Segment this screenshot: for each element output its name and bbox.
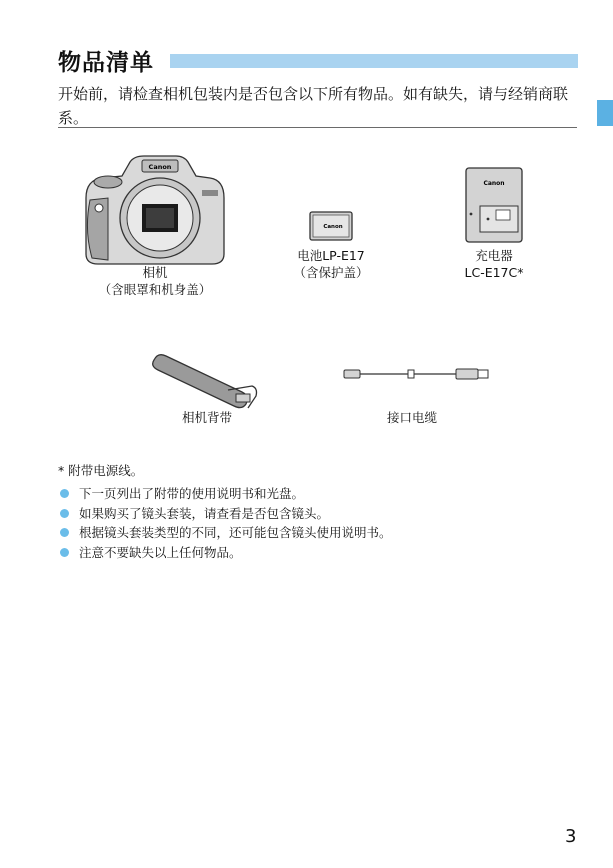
battery-caption — [272, 247, 390, 281]
battery-illustration — [308, 210, 354, 242]
battery-note: （含保护盖） — [293, 265, 369, 280]
battery-brand-label: Canon — [323, 224, 343, 230]
list-item — [58, 484, 392, 504]
list-item-text: 下一页列出了附带的使用说明书和光盘。 — [79, 486, 305, 501]
list-item-text: 如果购买了镜头套装，请查看是否包含镜头。 — [79, 505, 330, 521]
charger-model: LC-E17C* — [464, 265, 524, 280]
charger-name: 充电器 — [475, 248, 513, 263]
list-item — [58, 504, 392, 524]
camera-name: 相机 — [142, 265, 168, 280]
cable-illustration — [342, 364, 490, 384]
camera-note: （含眼罩和机身盖） — [98, 282, 212, 297]
charger-brand-label: Canon — [483, 180, 505, 187]
list-item-text: 注意不要缺失以上任何物品。 — [79, 544, 242, 560]
cable-caption: 接口电缆 — [386, 410, 437, 425]
list-item — [58, 523, 392, 543]
strap-caption: 相机背带 — [181, 410, 232, 425]
title-decoration-bar — [170, 54, 578, 68]
camera-caption — [82, 264, 228, 298]
battery-name: 电池LP-E17 — [297, 248, 365, 263]
notes-list — [58, 484, 392, 562]
bullet-icon — [60, 509, 69, 518]
chapter-tab-marker — [597, 100, 613, 126]
list-item — [58, 543, 392, 563]
header-divider — [58, 127, 577, 128]
page-title: 物品清单 — [58, 50, 154, 76]
camera-brand-label: Canon — [148, 163, 172, 171]
page-number: 3 — [565, 826, 577, 847]
strap-illustration — [150, 350, 262, 412]
charger-illustration — [464, 166, 524, 244]
camera-illustration — [82, 150, 228, 268]
bullet-icon — [60, 528, 69, 537]
section-header — [58, 44, 578, 76]
intro-text: 开始前，请检查相机包装内是否包含以下所有物品。如有缺失，请与经销商联系。 — [58, 85, 569, 127]
charger-caption — [450, 247, 538, 281]
list-item-text: 根据镜头套装类型的不同，还可能包含镜头使用说明书。 — [79, 525, 392, 540]
bullet-icon — [60, 548, 69, 557]
bullet-icon — [60, 489, 69, 498]
footnote: * 附带电源线。 — [58, 463, 144, 478]
